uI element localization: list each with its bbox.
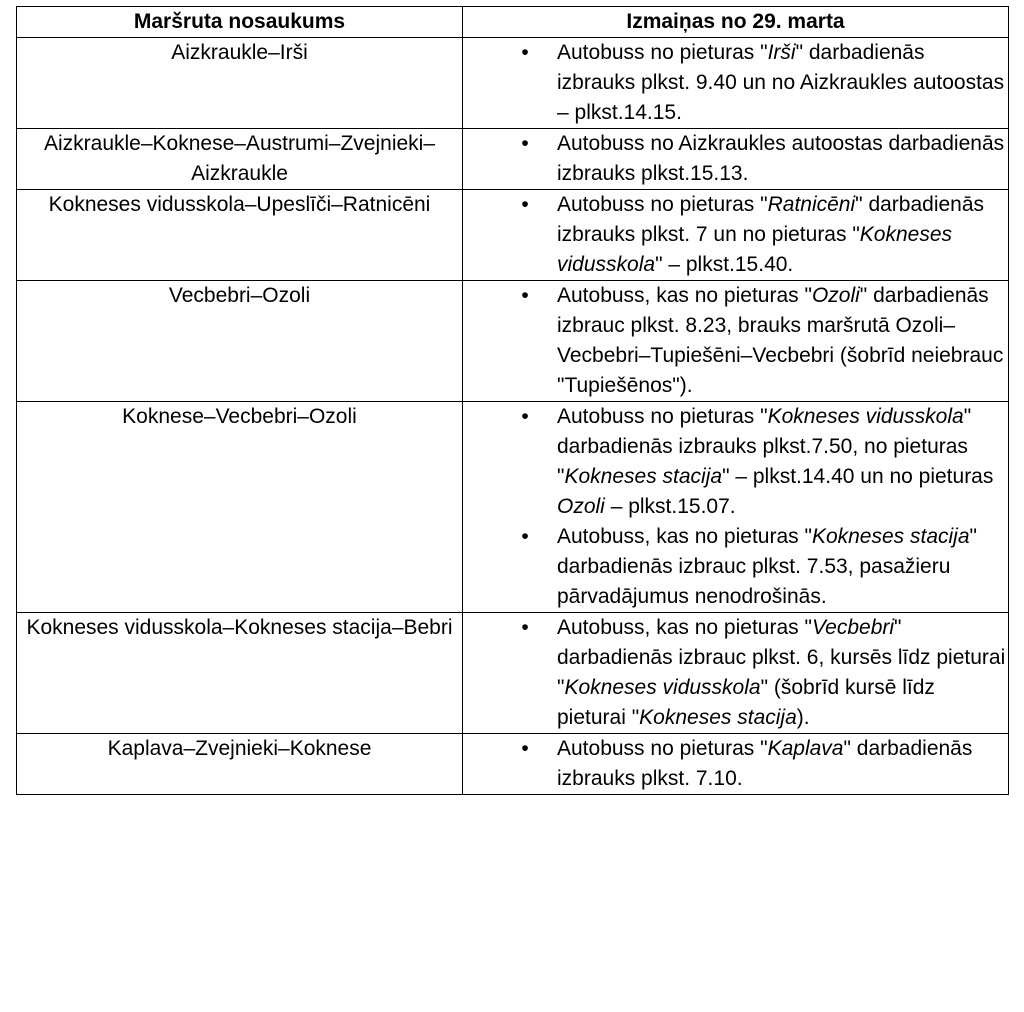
change-description-text: Autobuss, kas no pieturas "Kokneses stacija" darbadienās izbrauc plkst. 7.53, pasažieru pārvadājumus nenodrošinās. [557,525,977,608]
changes-cell [463,402,1009,613]
changes-bullet-list [463,190,1008,280]
changes-cell [463,613,1009,734]
change-description-text: Autobuss, kas no pieturas "Vecbebri" darbadienās izbrauc plkst. 6, kursēs līdz pieturai "Kokneses vidusskola" (šobrīd kursē līdz pieturai "Kokneses stacija). [557,616,1006,729]
changes-bullet-list [463,129,1008,189]
bullet-point-icon: • [521,616,529,639]
table-header [17,7,1009,38]
changes-cell [463,190,1009,281]
changes-bullet-list [463,402,1008,612]
list-item [463,281,1008,401]
list-item [463,522,1008,612]
table-row [17,190,1009,281]
route-name-cell: Kaplava–Zvejnieki–Koknese [17,734,463,795]
bullet-point-icon: • [521,284,529,307]
route-changes-table [16,6,1009,795]
change-description-text: Autobuss no pieturas "Ratnicēni" darbadienās izbrauks plkst. 7 un no pieturas "Kokneses vidusskola" – plkst.15.40. [557,193,985,276]
route-name-cell: Kokneses vidusskola–Kokneses stacija–Bebri [17,613,463,734]
list-item [463,38,1008,128]
changes-cell [463,281,1009,402]
table-header-row [17,7,1009,38]
bullet-point-icon: • [521,737,529,760]
bullet-point-icon: • [521,132,529,155]
change-description-text: Autobuss no pieturas "Kokneses vidusskola" darbadienās izbrauks plkst.7.50, no pieturas "Kokneses stacija" – plkst.14.40 un no pieturas Ozoli – plkst.15.07. [557,405,994,518]
change-description-text: Autobuss no Aizkraukles autoostas darbadienās izbrauks plkst.15.13. [557,132,1005,185]
route-name-cell: Koknese–Vecbebri–Ozoli [17,402,463,613]
route-name-cell: Aizkraukle–Irši [17,38,463,129]
route-name-cell: Kokneses vidusskola–Upeslīči–Ratnicēni [17,190,463,281]
list-item [463,129,1008,189]
change-description-text: Autobuss no pieturas "Irši" darbadienās izbrauks plkst. 9.40 un no Aizkraukles autoostas – plkst.14.15. [557,41,1005,124]
changes-cell [463,129,1009,190]
table-row [17,38,1009,129]
list-item [463,190,1008,280]
column-header-route: Maršruta nosaukums [17,7,463,38]
change-description-text: Autobuss, kas no pieturas "Ozoli" darbadienās izbrauc plkst. 8.23, brauks maršrutā Ozoli–Vecbebri–Tupiešēni–Vecbebri (šobrīd neiebrauc "Tupiešēnos"). [557,284,1004,397]
table-row [17,129,1009,190]
table-row [17,281,1009,402]
changes-bullet-list [463,734,1008,794]
bullet-point-icon: • [521,405,529,428]
table-row [17,613,1009,734]
bullet-point-icon: • [521,193,529,216]
changes-cell [463,38,1009,129]
table-row [17,402,1009,613]
list-item [463,734,1008,794]
change-description-text: Autobuss no pieturas "Kaplava" darbadienās izbrauks plkst. 7.10. [557,737,973,790]
bullet-point-icon: • [521,525,529,548]
changes-bullet-list [463,281,1008,401]
changes-bullet-list [463,613,1008,733]
route-name-cell: Vecbebri–Ozoli [17,281,463,402]
bullet-point-icon: • [521,41,529,64]
changes-bullet-list [463,38,1008,128]
changes-cell [463,734,1009,795]
route-name-cell: Aizkraukle–Koknese–Austrumi–Zvejnieki–Aizkraukle [17,129,463,190]
table-body [17,38,1009,795]
list-item [463,613,1008,733]
column-header-changes: Izmaiņas no 29. marta [463,7,1009,38]
table-row [17,734,1009,795]
list-item [463,402,1008,522]
